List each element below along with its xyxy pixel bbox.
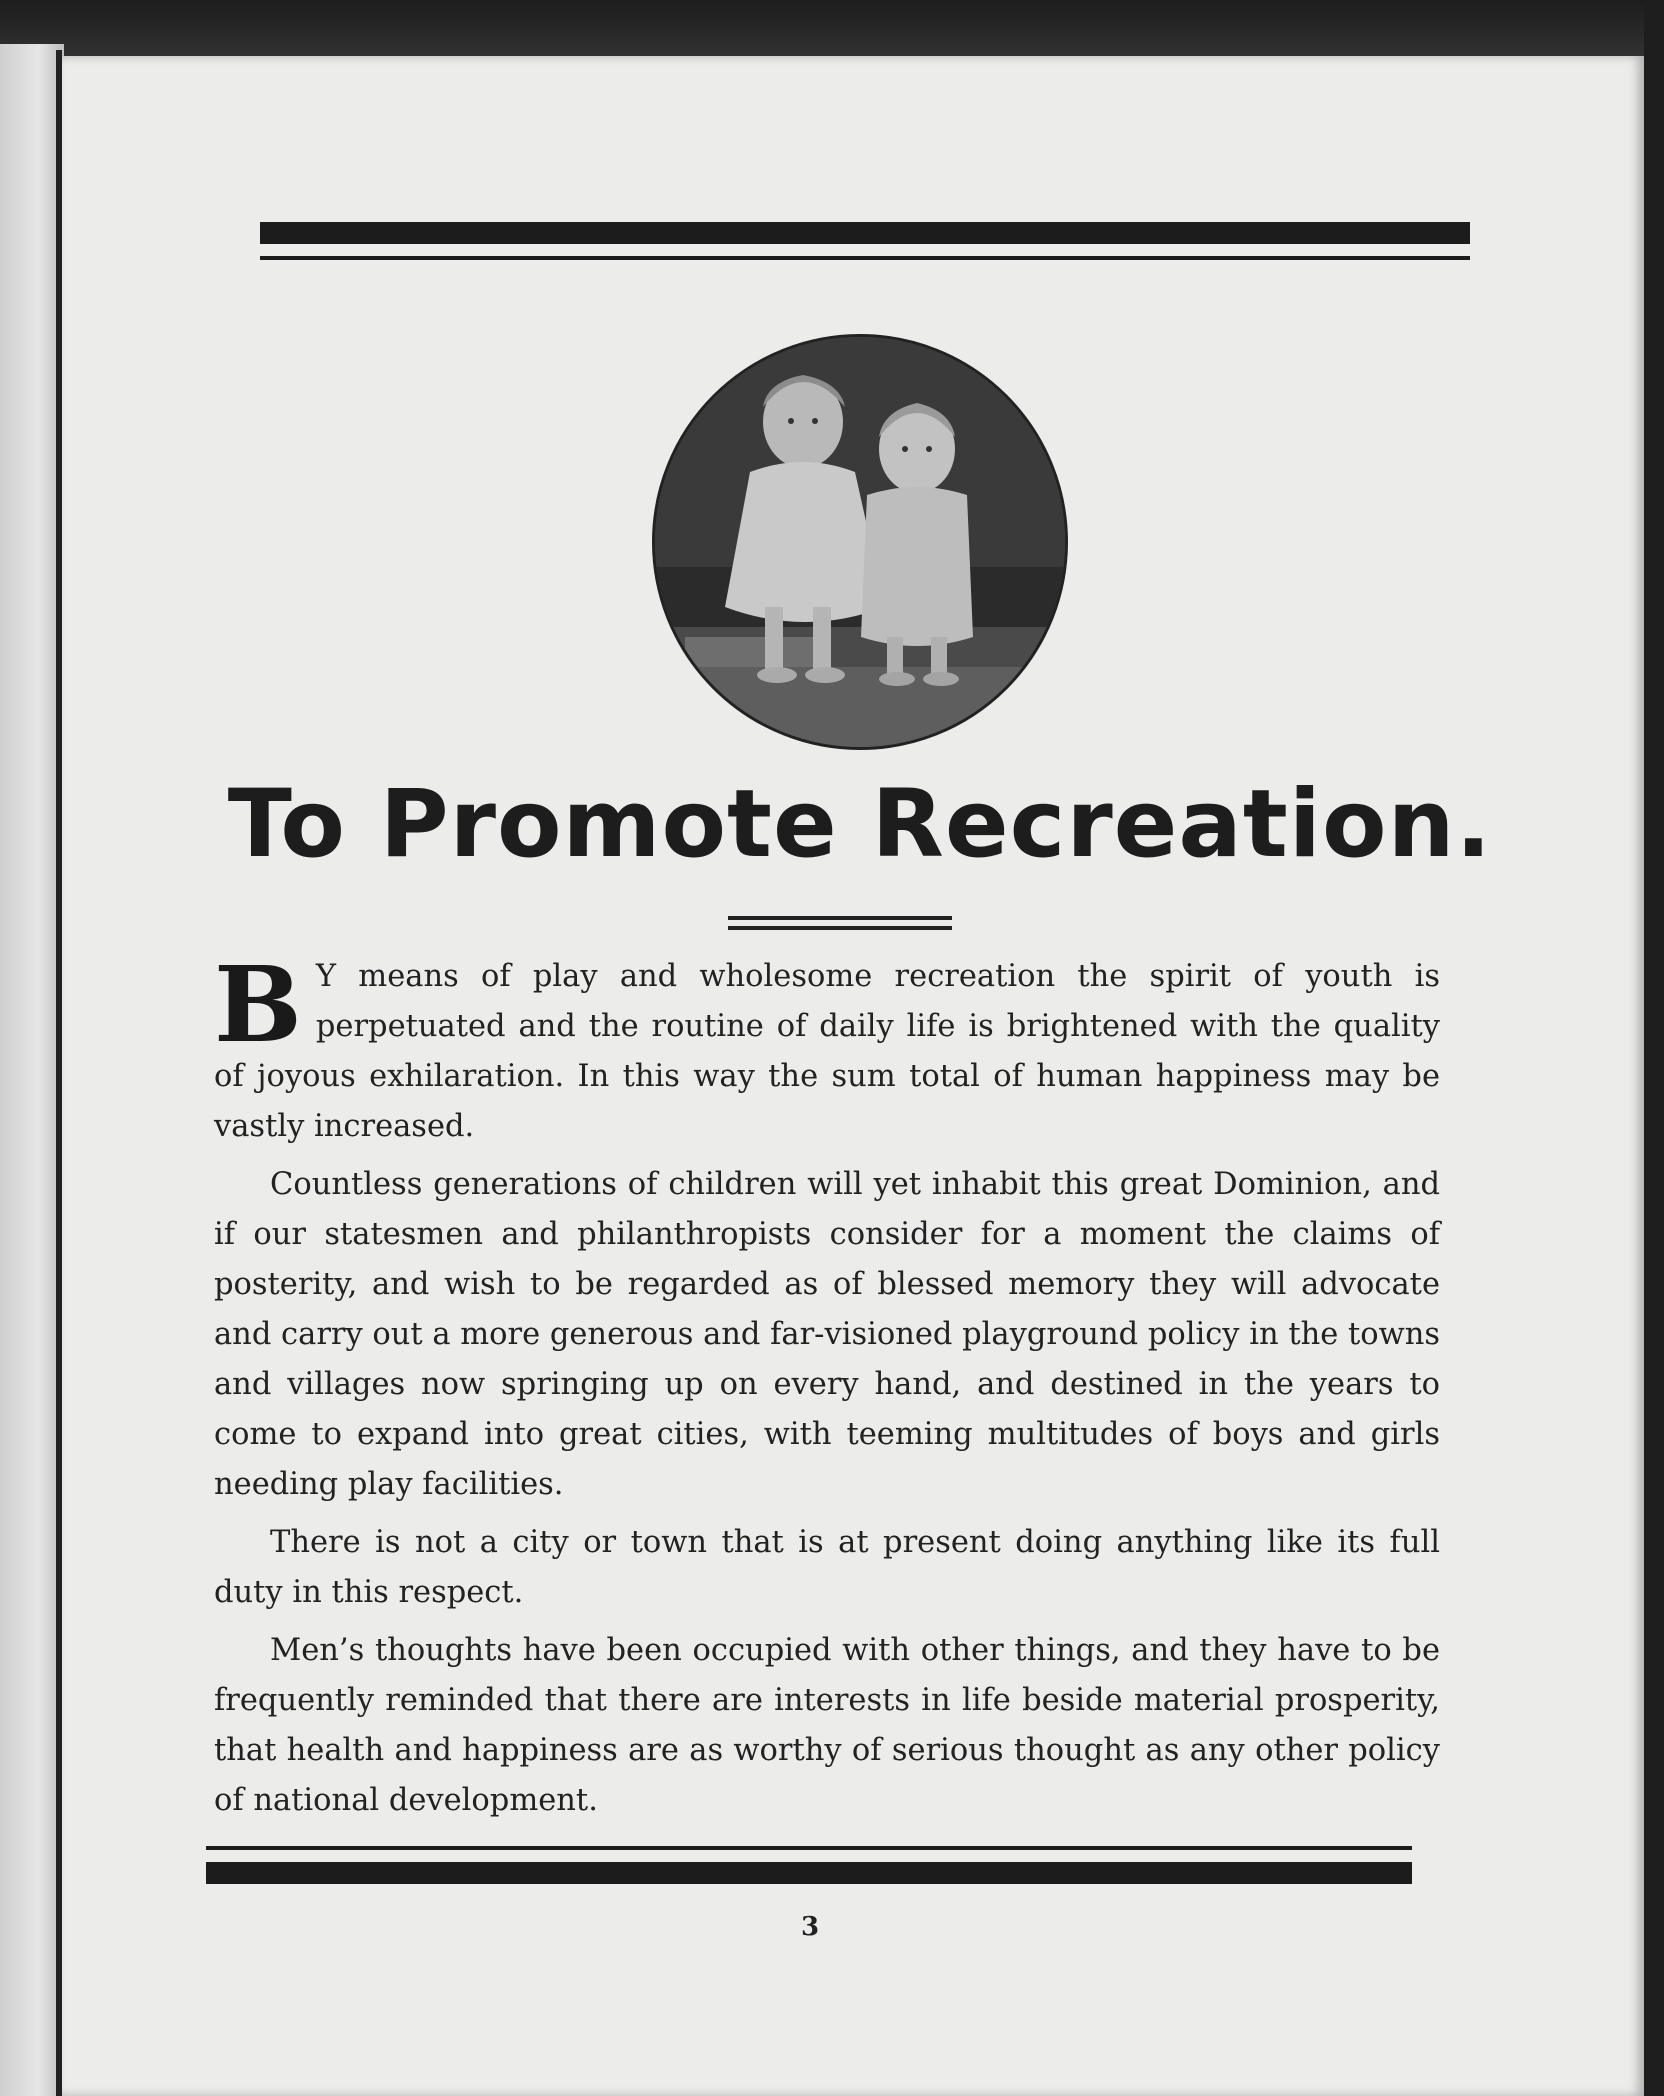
previous-page-edge (0, 44, 64, 2096)
page-number: 3 (800, 1912, 820, 1942)
paragraph-1-text: Y means of play and wholesome recreation the spirit of youth is perpetuated and the routine of daily life is brightened with the quality of joyous exhilaration. In this way the sum total of human happiness may be vastly increased. (214, 959, 1440, 1144)
top-rule-thick (260, 222, 1470, 244)
page-title: To Promote Recreation. (227, 770, 1493, 879)
paragraph-1 (214, 943, 1440, 1152)
bottom-rule-thin (206, 1846, 1412, 1850)
children-photo-medallion (652, 334, 1068, 750)
title-rule-upper (728, 916, 952, 920)
body-text (214, 943, 1440, 1834)
drop-cap: B (214, 943, 302, 1066)
paragraph-2: Countless generations of children will yet inhabit this great Dominion, and if our statesmen and philanthropists consider for a moment the claims of posterity, and wish to be regarded as of blessed memory they will advocate and carry out a more generous and far-visioned playground policy in the towns and villages now springing up on every hand, and destined in the years to come to expand into great cities, with teeming multitudes of boys and girls needing play facilities. (214, 1167, 1440, 1502)
scanner-background-right (1644, 0, 1664, 2096)
paragraph-3: There is not a city or town that is at present doing anything like its full duty in this respect. (214, 1525, 1440, 1610)
paragraph-4: Men’s thoughts have been occupied with other things, and they have to be frequently reminded that there are interests in life beside material prosperity, that health and happiness are as worthy of serious thought as any other policy of national development. (214, 1633, 1440, 1818)
bottom-rule-thick (206, 1862, 1412, 1884)
title-rule-lower (728, 926, 952, 930)
top-rule-thin (260, 256, 1470, 260)
children-photo (655, 337, 1065, 747)
scanner-background-top (0, 0, 1664, 60)
